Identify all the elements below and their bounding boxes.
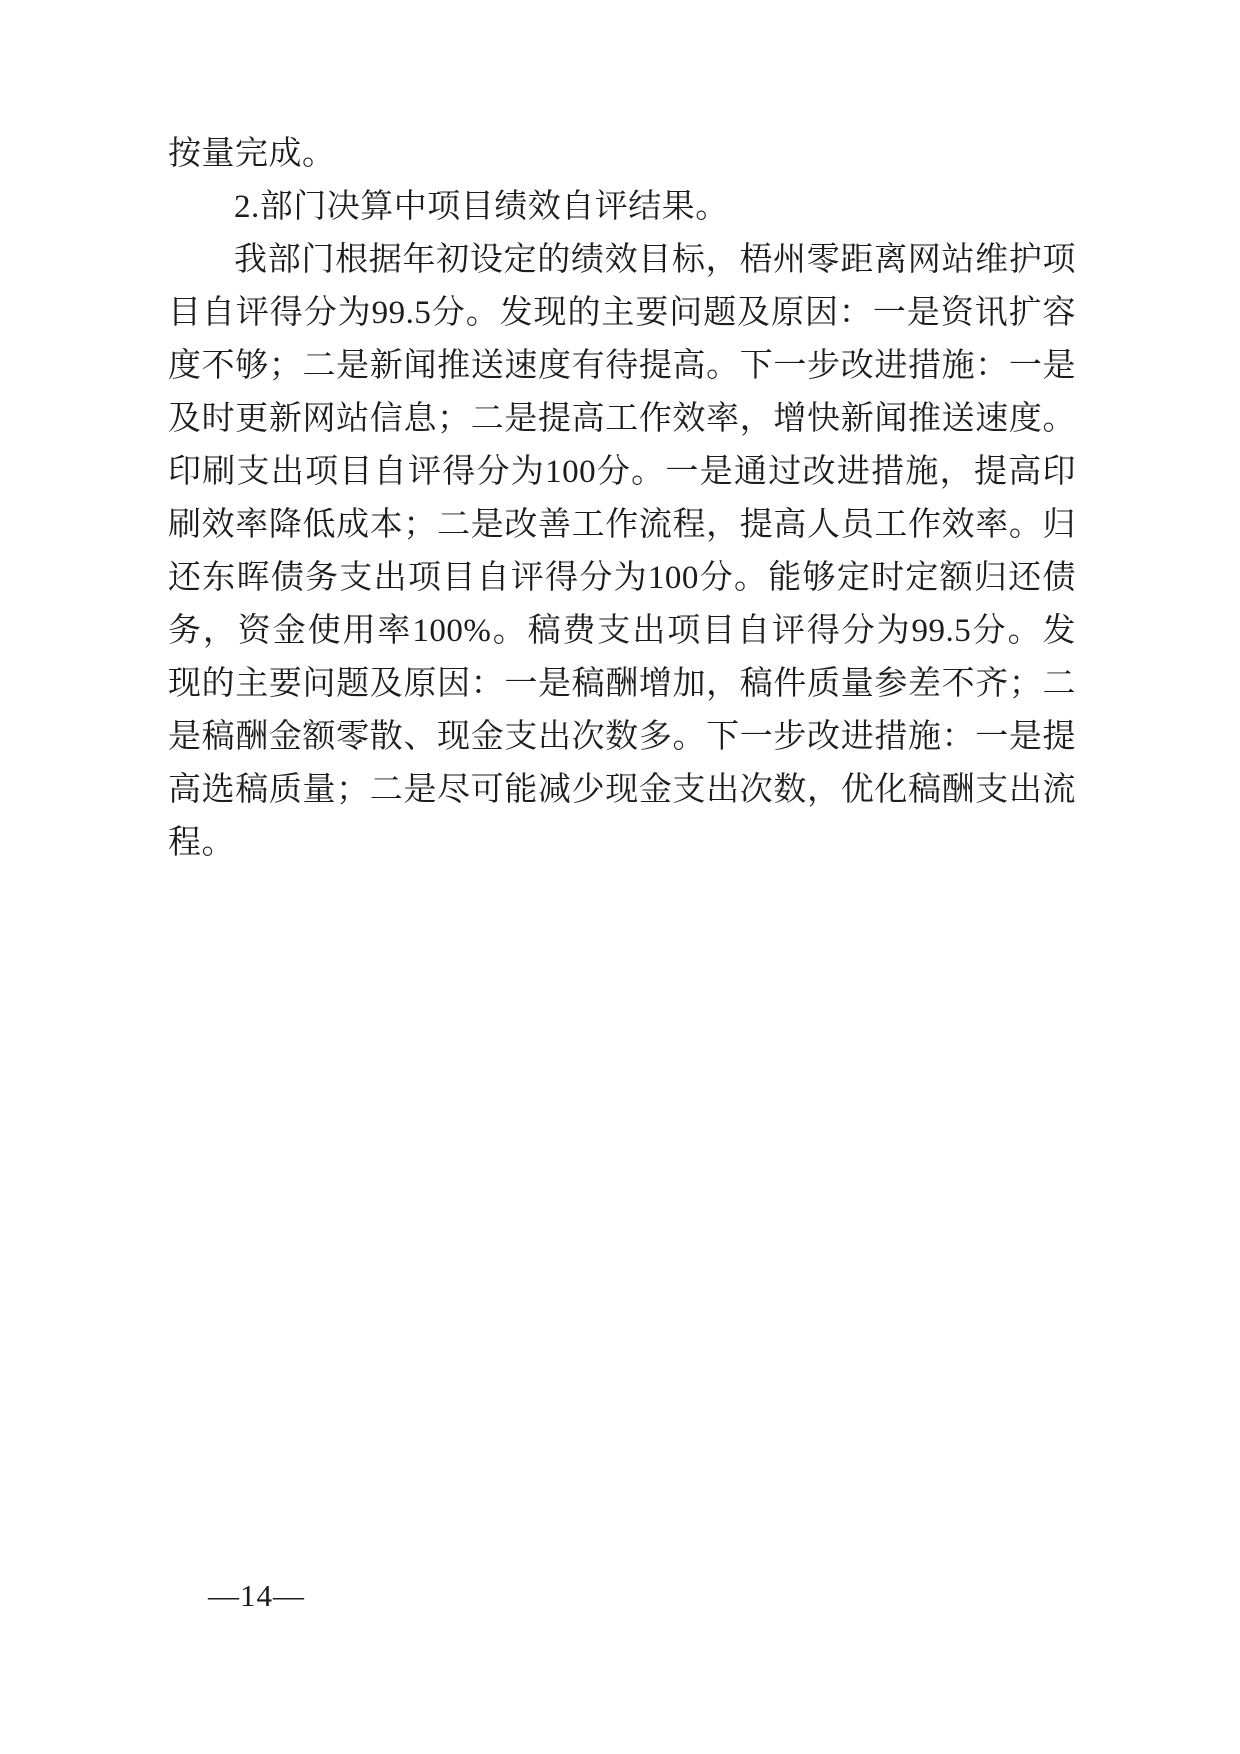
document-body xyxy=(168,128,1076,870)
section-heading: 2.部门决算中项目绩效自评结果。 xyxy=(234,189,729,225)
paragraph-continuation: 按量完成。 xyxy=(168,136,336,172)
body-paragraph: 我部门根据年初设定的绩效目标，梧州零距离网站维护项目自评得分为99.5分。发现的主要问题及原因：一是资讯扩容度不够；二是新闻推送速度有待提高。下一步改进措施：一是及时更新网站信息；二是提高工作效率，增快新闻推送速度。印刷支出项目自评得分为100分。一是通过改进措施，提高印刷效率降低成本；二是改善工作流程，提高人员工作效率。归还东晖债务支出项目自评得分为100分。能够定时定额归还债务，资金使用率100%。稿费支出项目自评得分为99.5分。发现的主要问题及原因：一是稿酬增加，稿件质量参差不齐；二是稿酬金额零散、现金支出次数多。下一步改进措施：一是提高选稿质量；二是尽可能减少现金支出次数，优化稿酬支出流程。 xyxy=(168,242,1076,861)
page-number: —14— xyxy=(208,1578,305,1613)
